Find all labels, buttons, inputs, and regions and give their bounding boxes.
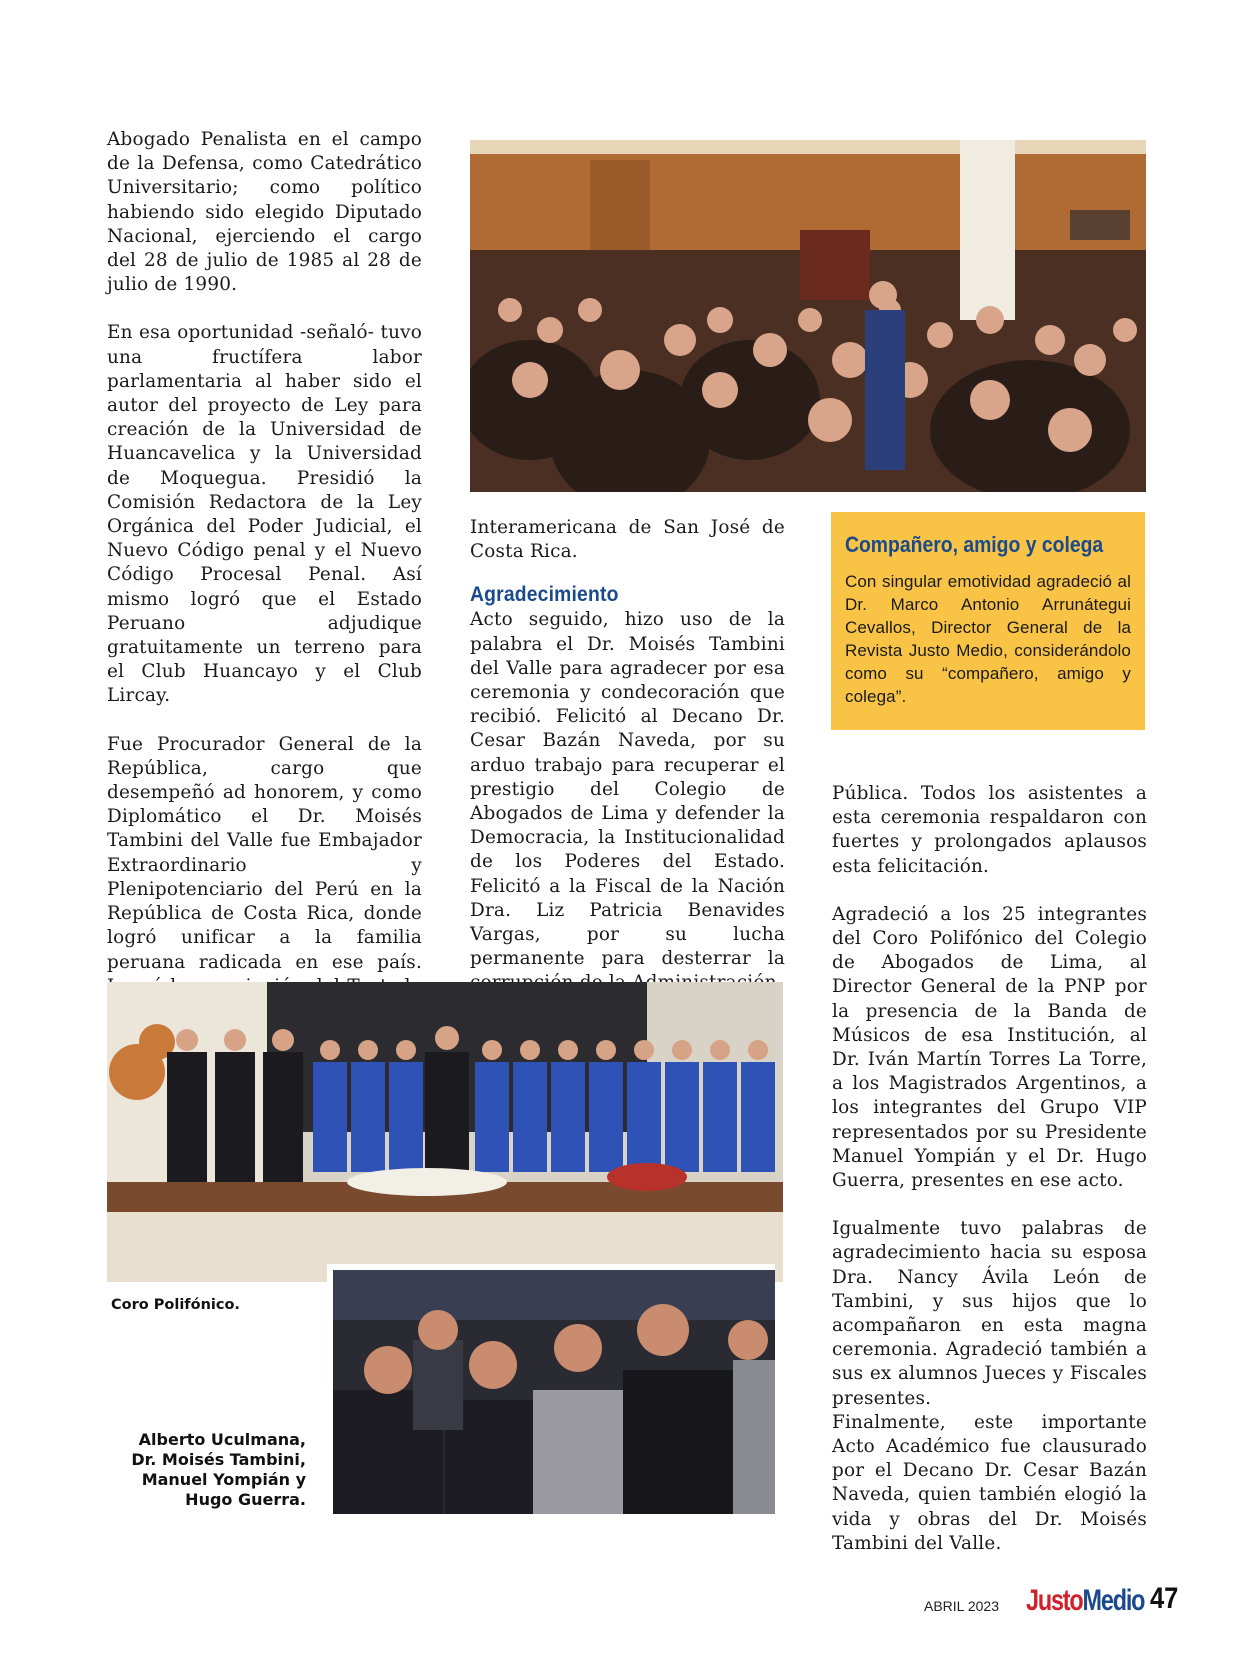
group-photo-caption: [110, 1430, 306, 1510]
paragraph: Acto seguido, hizo uso de la palabra el Dr. Moisés Tambini del Valle para agradecer por esa ceremonia y condecoración que recibió. Felicitó al Decano Dr. Cesar Bazán Naveda, por su arduo trabajo para recuperar el prestigio del Colegio de Abogados de Lima y defender la Democracia, la Institucionalidad de los Poderes del Estado. Felicitó a la Fiscal de la Nación Dra. Liz Patricia Benavides Vargas, por su lucha permanente para desterrar la: [470, 609, 785, 970]
choir-photo-caption: Coro Polifónico.: [111, 1297, 240, 1313]
logo-part-2: Medio: [1082, 1584, 1145, 1617]
caption-line: Dr. Moisés Tambini,: [131, 1450, 306, 1469]
caption-line: Alberto Uculmana,: [138, 1430, 306, 1449]
paragraph: Igualmente tuvo palabras de agradecimiento hacia su esposa Dra. Nancy Ávila León de Tambini, y sus hijos que lo acompañaron en esta magna ceremonia. Agradeció también a sus ex alumnos Jueces y Fiscales presentes.: [832, 1218, 1147, 1409]
auditorium-photo: [470, 140, 1146, 492]
magazine-logo: [1026, 1584, 1144, 1618]
paragraph: En esa oportunidad -señaló- tuvo una fructífera labor parlamentaria al haber sido el autor del proyecto de Ley para creación de la Universidad de Huancavelica y la Universidad de Moquegua. Presidió la Comisión Redactora de la Ley Orgánica del Poder Judicial, el Nuevo Código penal y el Nuevo Código Procesal Penal. Así mismo logró que el Estado Peruano adjudique gratuitamente un terreno para el Club Huancayo y el Club Lircay.: [107, 322, 422, 707]
article-column-2: [470, 516, 785, 996]
callout-title: Compañero, amigo y colega: [845, 532, 1104, 557]
paragraph: Agradeció a los 25 integrantes del Coro Polifónico del Colegio de Abogados de Lima, al Director General de la PNP por la presencia de la Banda de Músicos de esa Institución, al Dr. Iván Martín Torres La Torre, a los Magistrados Argentinos, a los integrantes del Grupo VIP representados por su Presidente Manuel Yompián y el Dr. Hugo Guerra, presentes en ese acto.: [832, 903, 1147, 1192]
paragraph: Interamericana de San José de Costa Rica.: [470, 517, 785, 563]
callout-body: Con singular emotividad agradeció al Dr. Marco Antonio Arrunátegui Cevallos, Director General de la Revista Justo Medio, considerándolo como su “compañero, amigo y colega”.: [845, 572, 1131, 706]
page-number: 47: [1150, 1582, 1179, 1615]
caption-line: Hugo Guerra.: [185, 1490, 306, 1509]
paragraph: Abogado Penalista en el campo de la Defensa, como Catedrático Universitario; como político habiendo sido elegido Diputado Nacional, ejerciendo el cargo del 28 de julio de 1985 al 28 de julio de 1990.: [107, 129, 422, 296]
article-column-3: [832, 782, 1147, 1556]
section-heading: Agradecimiento: [470, 583, 619, 607]
issue-date: ABRIL 2023: [924, 1598, 999, 1614]
article-column-1: [107, 128, 422, 1072]
caption-line: Manuel Yompián y: [141, 1470, 306, 1489]
choir-photo: [107, 982, 783, 1282]
paragraph: Fue Procurador General de la República, cargo que desempeñó ad honorem, y como Diplomático el Dr. Moisés Tambini del Valle fue Embajador Extraordinario y Plenipotenciario del Perú en la República de Costa Rica, donde logró unificar a la familia peruana radicada en ese país.: [107, 733, 422, 973]
logo-part-1: Justo: [1026, 1584, 1083, 1617]
group-photo: [327, 1264, 775, 1514]
paragraph: Pública. Todos los asistentes a esta ceremonia respaldaron con fuertes y prolongados aplausos esta felicitación.: [832, 783, 1147, 877]
callout-box: [831, 512, 1145, 730]
paragraph: Finalmente, este importante Acto Académico fue clausurado por el Decano Dr. Cesar Bazán Naveda, quien también elogió la vida y obras del Dr. Moisés Tambini del Valle.: [832, 1411, 1147, 1554]
